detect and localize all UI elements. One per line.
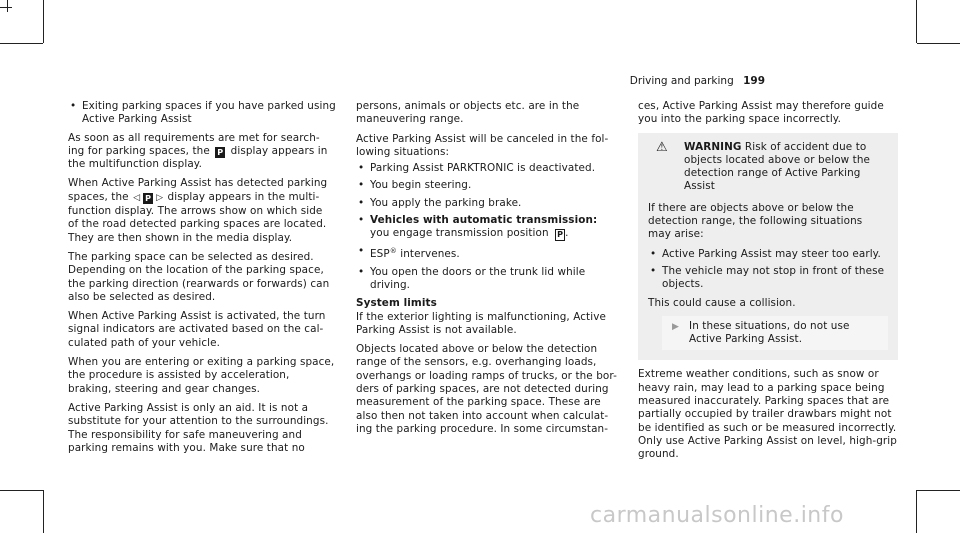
registered-mark: ®: [389, 247, 397, 256]
crop-mark: [917, 43, 960, 44]
warning-action: [662, 316, 888, 351]
action-arrow-icon: ▶: [672, 321, 680, 332]
list-item: • You apply the parking brake.: [356, 197, 618, 210]
parking-display-icon: P: [143, 193, 153, 204]
crop-mark: [916, 0, 917, 43]
paragraph: When you are entering or exiting a parking space, the procedure is assisted by acceleration, braking, steering and gear changes.: [68, 356, 335, 395]
warning-collision: This could cause a collision.: [648, 296, 796, 309]
list-item: • Active Parking Assist may steer too early.: [648, 248, 888, 261]
warning-title: [684, 141, 888, 194]
text: When Active Parking Assist has detected parking spaces, the: [68, 177, 328, 203]
arrow-left-icon: ◁: [133, 192, 141, 203]
warning-header: [648, 141, 888, 194]
transmission-p-icon: P: [555, 229, 565, 241]
list-item: • You begin steering.: [356, 179, 618, 192]
list-item: • Vehicles with automatic transmission: you engage transmission position P .: [356, 214, 618, 241]
crop-mark: [0, 7, 12, 8]
crop-mark: [916, 490, 917, 533]
action-text: In these situations, do not use Active Parking Assist.: [689, 319, 850, 346]
text: Risk of accident due to objects located above or below the detection range of Active Parking Assist: [684, 140, 871, 193]
column-right: [638, 100, 898, 468]
text: As soon as all requirements are met for search-ing for parking spaces, the: [68, 131, 320, 157]
paragraph: [68, 132, 336, 172]
warning-box: [638, 133, 898, 361]
paragraph: [68, 177, 336, 244]
paragraph: ces, Active Parking Assist may therefore guide you into the parking space incorrectly.: [638, 100, 884, 126]
list-item: • Parking Assist PARKTRONIC is deactivated.: [356, 162, 618, 175]
warning-icon: ⚠: [656, 139, 668, 155]
paragraph: When Active Parking Assist is activated, the turn signal indicators are activated based on the cal-culated path of your vehicle.: [68, 310, 326, 349]
text: ESP: [370, 248, 390, 261]
text: you engage transmission position: [370, 227, 553, 240]
warning-label: WARNING: [684, 140, 742, 153]
section-heading: System limits: [356, 297, 437, 310]
bold-label: Vehicles with automatic transmission:: [370, 214, 598, 227]
crop-mark: [43, 490, 44, 533]
list-item: • The vehicle may not stop in front of these objects.: [648, 265, 888, 292]
crop-mark: [917, 490, 960, 491]
text: display appears in the multi-function display. The arrows show on which side of the road detected parking spaces are located. They are then shown in the media display.: [68, 190, 327, 244]
list-item: • You open the doors or the trunk lid while driving.: [356, 266, 618, 293]
paragraph: Extreme weather conditions, such as snow or heavy rain, may lead to a parking space being measured inaccurately. Parking spaces that are partially occupied by trailer drawbars might not be identified as such or be measured incorrectly. Only use Active Parking Assist on level, high-grip ground.: [638, 368, 897, 461]
paragraph: persons, animals or objects etc. are in the maneuvering range.: [356, 100, 580, 126]
exit-list: [68, 100, 336, 127]
paragraph: Objects located above or below the detection range of the sensors, e.g. overhanging loads, overhangs or loading ramps of trucks, or the bor-ders of parking spaces, are not detected during measurement of the parking space. These are also then not taken into account when calculat-ing the parking procedure. In some circumstan-: [356, 343, 617, 435]
crop-mark: [0, 490, 43, 491]
page-header: [630, 75, 765, 87]
crop-mark: [43, 0, 44, 43]
text: intervenes.: [396, 248, 460, 261]
paragraph: If the exterior lighting is malfunctioning, Active Parking Assist is not available.: [356, 310, 606, 336]
section-title: Driving and parking: [629, 75, 734, 87]
crop-mark: [0, 43, 43, 44]
column-left: [68, 100, 336, 461]
watermark: carmanualsonline.info: [590, 503, 844, 528]
text: display appears in the multifunction display.: [68, 144, 328, 171]
warning-list: [648, 248, 888, 292]
crop-mark: [7, 0, 8, 12]
paragraph: Active Parking Assist will be canceled in the fol-lowing situations:: [356, 132, 609, 158]
page-number: 199: [743, 75, 765, 87]
arrow-right-icon: ▷: [156, 192, 164, 203]
column-middle: [356, 100, 618, 442]
parking-display-icon: P: [215, 147, 225, 158]
list-item: • Exiting parking spaces if you have parked using Active Parking Assist: [68, 100, 336, 127]
cancel-situations-list: [356, 162, 618, 292]
list-item: [356, 245, 618, 261]
paragraph: The parking space can be selected as desired. Depending on the location of the parking space, the parking direction (rearwards or forwards) can also be selected as desired.: [68, 250, 330, 303]
warning-body: If there are objects above or below the detection range, the following situations may arise:: [648, 201, 863, 241]
paragraph: Active Parking Assist is only an aid. It is not a substitute for your attention to the surroundings. The responsibility for safe maneuvering and parking remains with you. Make sure that no: [68, 401, 329, 454]
